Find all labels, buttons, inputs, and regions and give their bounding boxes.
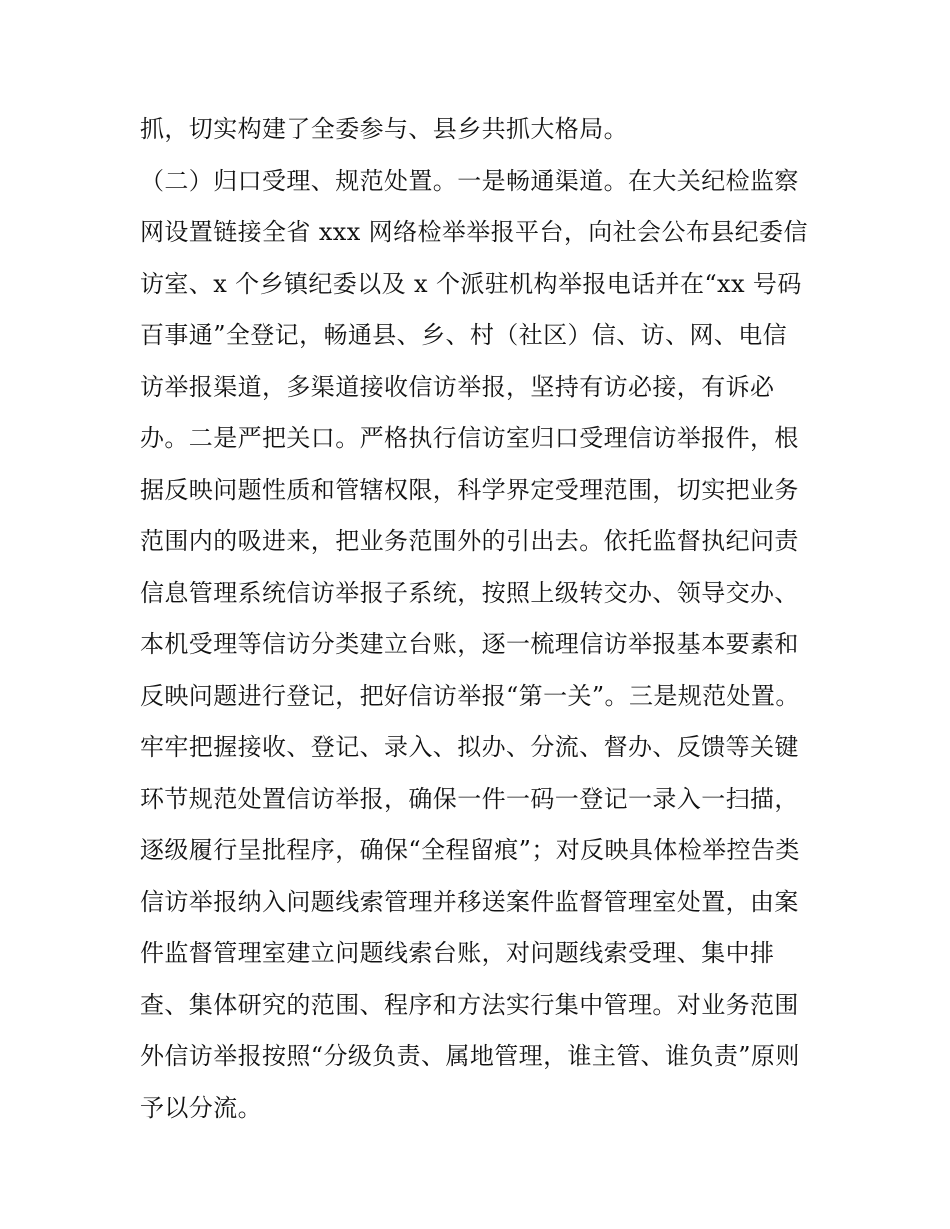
text-line: 反映问题进行登记，把好信访举报“第一关”。三是规范处置。 [140,681,800,710]
text-line: 范围内的吸进来，把业务范围外的引出去。依托监督执纪问责 [140,527,799,555]
text-line: （二）归口受理、规范处置。一是畅通渠道。在大关纪检监察 [140,166,799,195]
text-line: 牢牢把握接收、登记、录入、拟办、分流、督办、反馈等关键 [140,733,799,761]
text-line: 办。二是严把关口。严格执行信访室归口受理信访举报件，根 [140,424,799,452]
text-line: 访举报渠道，多渠道接收信访举报，坚持有访必接，有诉必 [140,372,775,401]
text-line: 访室、x 个乡镇纪委以及 x 个派驻机构举报电话并在“xx 号码 [140,269,802,298]
body-text [140,104,820,1134]
text-line: 据反映问题性质和管辖权限，科学界定受理范围，切实把业务 [140,475,799,504]
text-line: 查、集体研究的范围、程序和方法实行集中管理。对业务范围 [140,990,799,1019]
text-line: 信访举报纳入问题线索管理并移送案件监督管理室处置，由案 [140,887,799,916]
text-line: 予以分流。 [140,1093,262,1122]
text-line: 外信访举报按照“分级负责、属地管理，谁主管、谁负责”原则 [140,1042,800,1070]
text-line: 抓，切实构建了全委参与、县乡共抓大格局。 [140,115,628,143]
text-line: 信息管理系统信访举报子系统，按照上级转交办、领导交办、 [140,578,799,607]
text-line: 本机受理等信访分类建立台账，逐一梳理信访举报基本要素和 [140,630,799,658]
text-line: 百事通”全登记，畅通县、乡、村（社区）信、访、网、电信 [140,321,788,349]
text-line: 件监督管理室建立问题线索台账，对问题线索受理、集中排 [140,939,775,967]
text-line: 网设置链接全省 xxx 网络检举举报平台，向社会公布县纪委信 [140,218,808,246]
text-line: 环节规范处置信访举报，确保一件一码一登记一录入一扫描， [140,784,799,813]
text-line: 逐级履行呈批程序，确保“全程留痕”；对反映具体检举控告类 [140,836,800,864]
